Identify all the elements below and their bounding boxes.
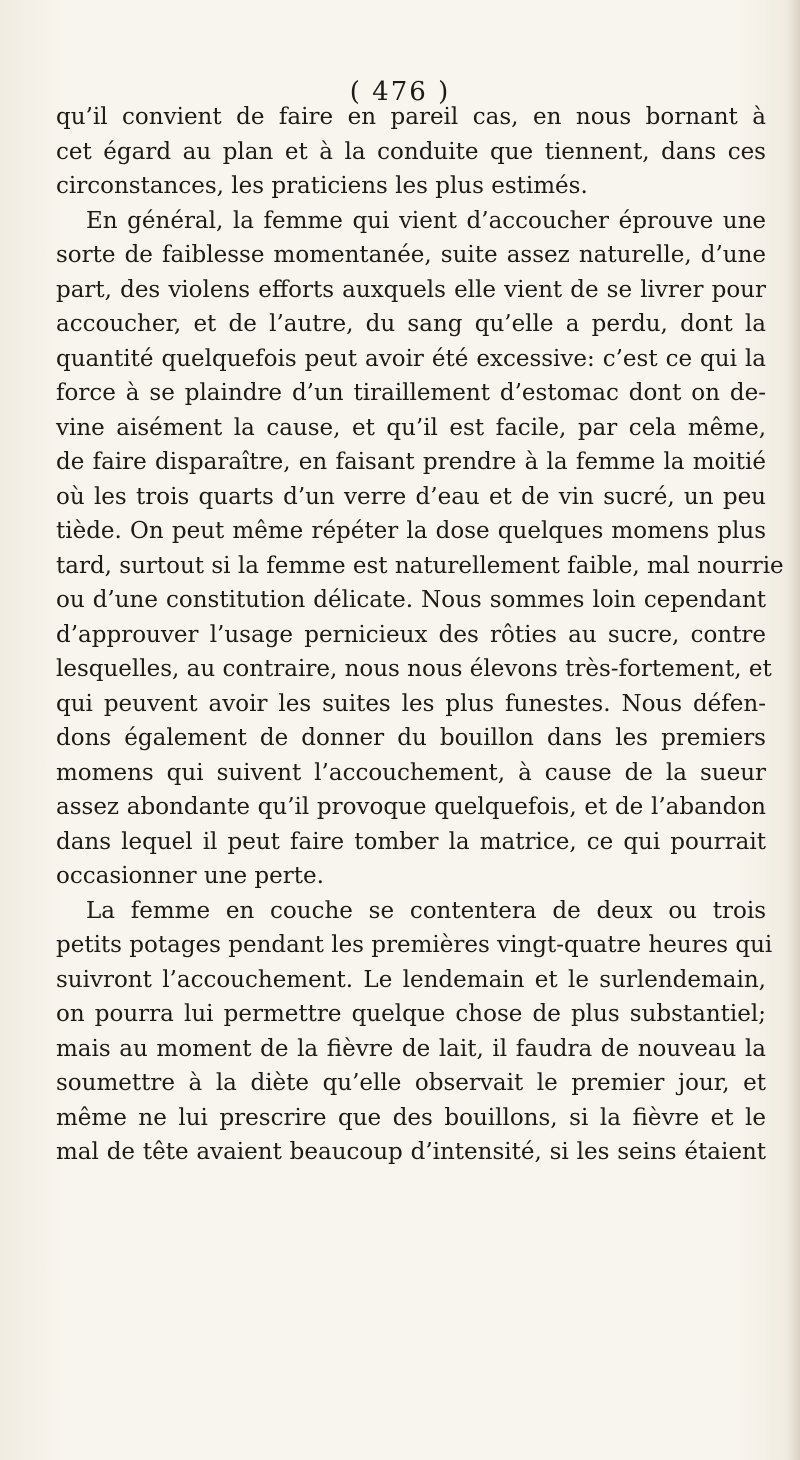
text-line: momens qui suivent l’accouchement, à cause de la sueur (56, 759, 766, 786)
text-line: tiède. On peut même répéter la dose quelques momens plus (56, 518, 766, 544)
text-line: mais au moment de la fièvre de lait, il faudra de nouveau la (56, 1035, 766, 1062)
text-line: En général, la femme qui vient d’accoucher éprouve une (86, 207, 766, 234)
text-line: force à se plaindre d’un tiraillement d’estomac dont on de- (56, 380, 766, 406)
text-line: dans lequel il peut faire tomber la matrice, ce qui pourrait (56, 828, 766, 855)
text-line: vine aisément la cause, et qu’il est facile, par cela même, (56, 414, 766, 441)
text-line: part, des violens efforts auxquels elle vient de se livrer pour (56, 276, 766, 303)
page-number: ( 476 ) (349, 77, 451, 107)
text-line: lesquelles, au contraire, nous nous élevons très-fortement, et (56, 656, 772, 682)
text-line: soumettre à la diète qu’elle observait le premier jour, et (56, 1070, 766, 1096)
text-line: sorte de faiblesse momentanée, suite assez naturelle, d’une (56, 242, 766, 268)
text-line: circonstances, les praticiens les plus estimés. (56, 173, 588, 199)
text-line: petits potages pendant les premières vingt-quatre heures qui (56, 932, 773, 958)
body-text (56, 100, 784, 1170)
text-line: qui peuvent avoir les suites les plus funestes. Nous défen- (56, 690, 766, 717)
text-line: d’approuver l’usage pernicieux des rôties au sucre, contre (56, 621, 766, 648)
text-line: on pourra lui permettre quelque chose de plus substantiel; (56, 1001, 766, 1027)
text-line: accoucher, et de l’autre, du sang qu’elle a perdu, dont la (56, 311, 766, 337)
text-line: quantité quelquefois peut avoir été excessive: c’est ce qui la (56, 345, 766, 372)
text-line: mal de tête avaient beaucoup d’intensité, si les seins étaient (56, 1139, 766, 1165)
text-line: occasionner une perte. (56, 863, 324, 889)
text-line: de faire disparaître, en faisant prendre à la femme la moitié (56, 449, 766, 475)
text-line: suivront l’accouchement. Le lendemain et le surlendemain, (56, 966, 766, 993)
text-line: cet égard au plan et à la conduite que tiennent, dans ces (56, 138, 766, 165)
text-line: assez abondante qu’il provoque quelquefois, et de l’abandon (56, 794, 766, 820)
text-line: même ne lui prescrire que des bouillons, si la fièvre et le (56, 1104, 766, 1131)
text-line: où les trois quarts d’un verre d’eau et de vin sucré, un peu (56, 483, 766, 510)
text-line: qu’il convient de faire en pareil cas, en nous bornant à (56, 104, 766, 130)
text-line: ou d’une constitution délicate. Nous sommes loin cependant (56, 587, 766, 613)
text-line: La femme en couche se contentera de deux ou trois (86, 897, 766, 924)
text-line: dons également de donner du bouillon dans les premiers (56, 725, 766, 751)
text-line: tard, surtout si la femme est naturellement faible, mal nourrie (56, 552, 784, 579)
page-edge-shadow (786, 0, 800, 1460)
